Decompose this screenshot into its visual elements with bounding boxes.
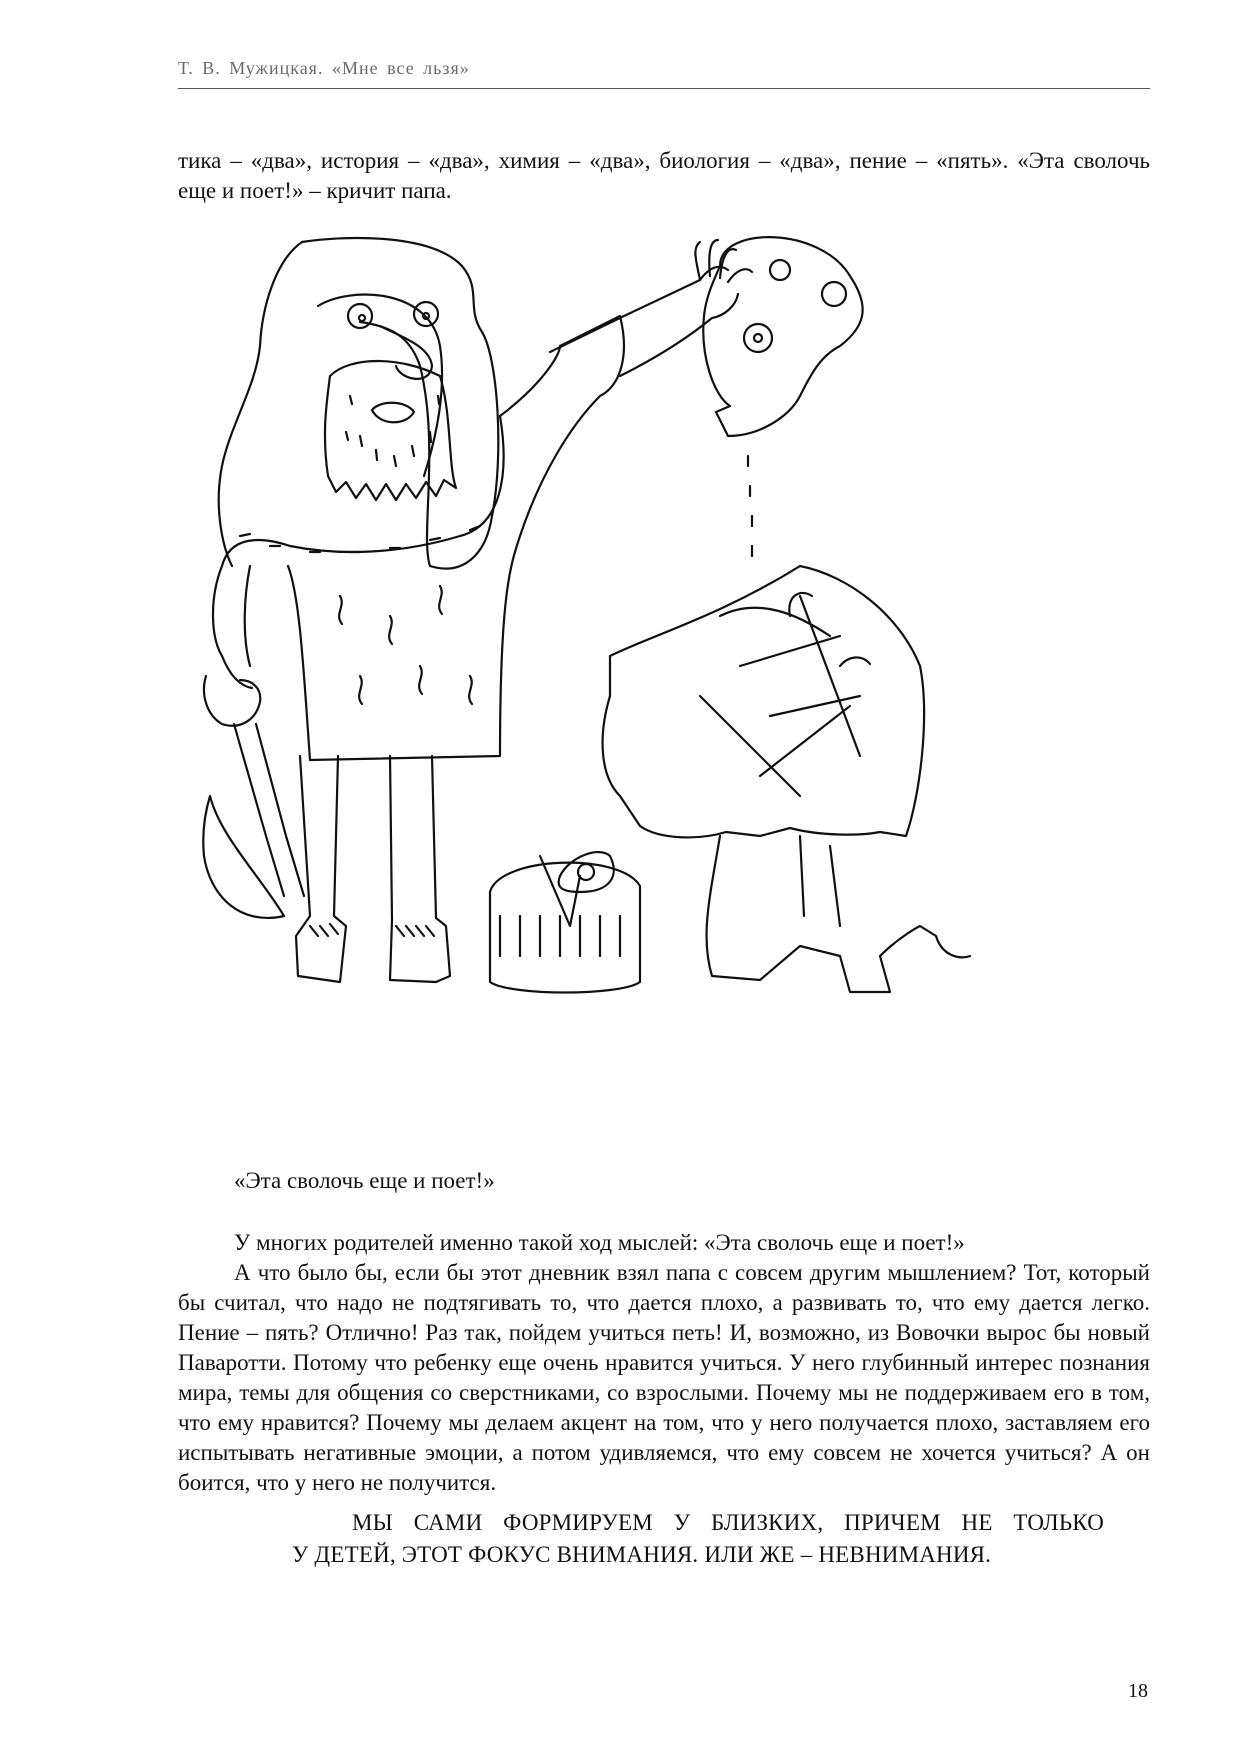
right-leg [390,756,450,982]
raised-hand [695,240,752,318]
main-paragraph-1: У многих родителей именно такой ход мыслей: «Эта сволочь еще и поет!» [234,1230,965,1255]
hood-left-edge [219,242,302,566]
neck-stump [559,852,614,892]
nose [380,326,432,379]
illustration-svg [200,236,1090,1128]
axe-handle [234,724,304,896]
kneeling-legs [707,836,970,992]
tied-arms [700,596,860,796]
main-paragraph-2: А что было бы, если бы этот дневник взял папа с совсем другим мышлением? Тот, который бы считал, что надо не подтягивать то, что дается плохо, а развивать то, что ему дается легко. Пение – пять? Отлично! Раз так, пойдем учиться петь! И, возможно, из Вовочки вырос бы новый Паваротти. Потому что ребенку еще очень нравится учиться. У него глубинный интерес познания мира, темы для общения со сверстниками, со взрослыми. Почему мы не поддерживаем его в том, что ему нравится? Почему мы делаем акцент на том, что у него получается плохо, заставляем его испытывать негативные эмоции, а потом удивляемся, что ему совсем не хочется учиться? А он боится, что у него не получится. [178,1260,1150,1495]
running-header: Т. В. Мужицкая. «Мне все льзя» [178,58,470,78]
mouth [372,403,414,423]
detached-head [703,237,862,436]
raised-arm [550,267,728,376]
illustration-caption: «Эта сволочь еще и поет!» [234,1168,495,1193]
tied-hands [789,593,870,666]
main-text [178,1228,1150,1498]
page-number: 18 [1128,1680,1148,1702]
illustration-executioner-drawing [200,236,1090,1128]
left-arm [213,566,252,688]
chopping-block [490,863,640,993]
left-hand [204,676,260,726]
top-paragraph-line-1: тика – «два», история – «два», химия – «два», биология – «два», пение – «пять». «Эта сволочь [178,148,1150,173]
emphasis-line-1: МЫ САМИ ФОРМИРУЕМ У БЛИЗКИХ, ПРИЧЕМ НЕ ТОЛЬКО [352,1510,1104,1535]
left-leg [296,756,346,982]
top-paragraph-line-2: еще и поет!» – кричит папа. [178,178,452,203]
emphasis-line-2: У ДЕТЕЙ, ЭТОТ ФОКУС ВНИМАНИЯ. ИЛИ ЖЕ – НЕВНИМАНИЯ. [292,1542,992,1567]
top-paragraph [178,146,1150,206]
kneeling-body [603,566,924,837]
header-rule [178,88,1150,89]
